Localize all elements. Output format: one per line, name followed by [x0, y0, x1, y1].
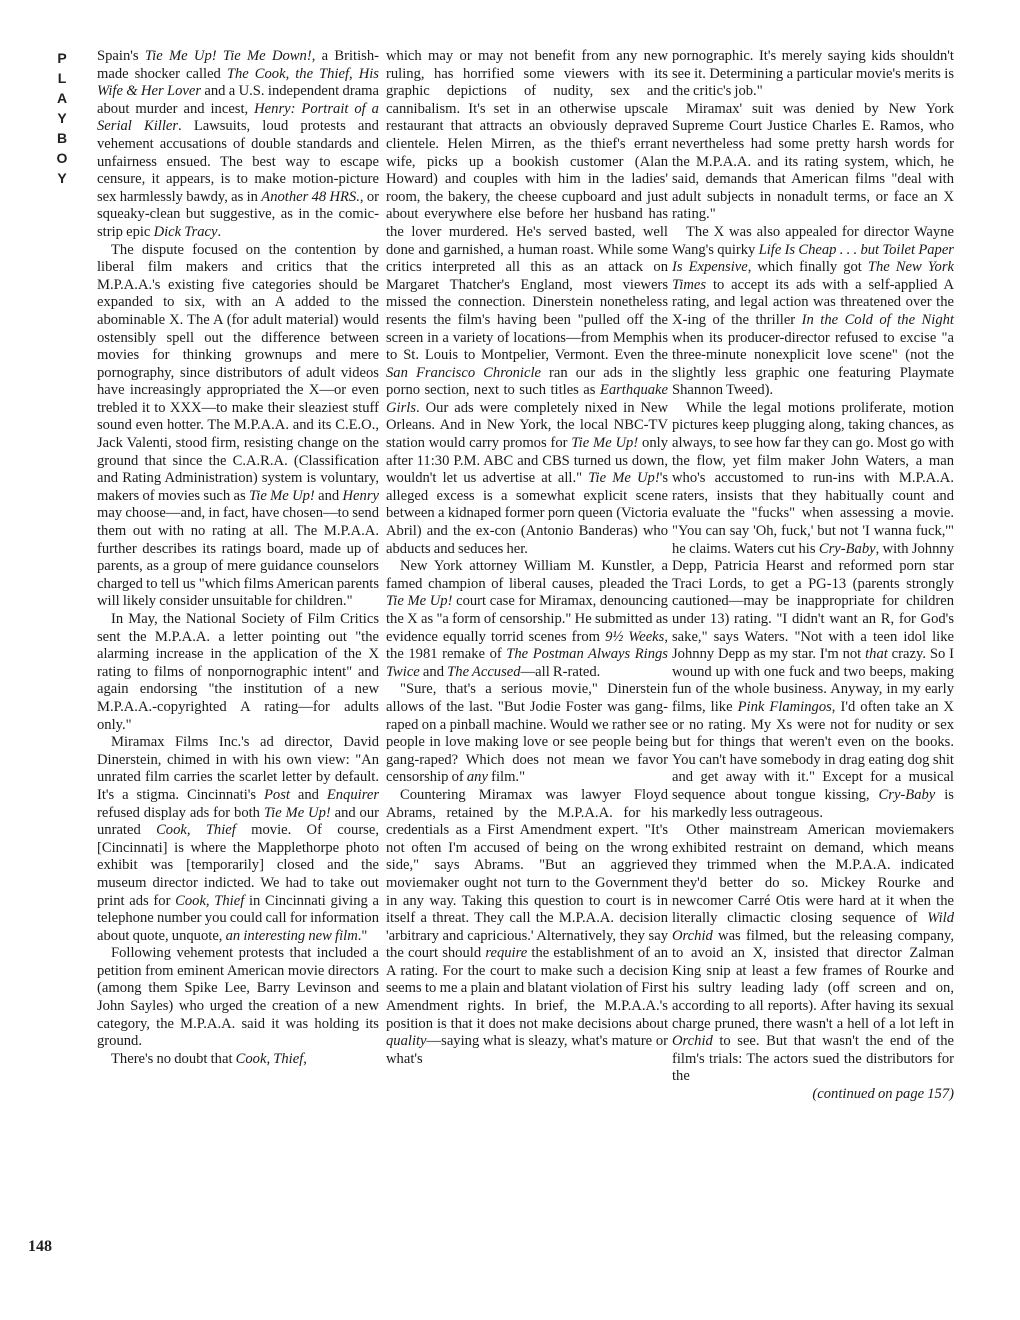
article-paragraph: While the legal motions proliferate, motion pictures keep plugging along, taking chances, as always, to see how far they can go. Most go with the flow, yet film maker John Waters, a man who's accustomed to run-ins with M.P.A.A. raters, insists that they habitually count and evaluate the "fucks" when assessing a movie. "You can say 'Oh, fuck,' but not 'I wanna fuck,'" he claims. Waters cut his Cry-Baby, with Johnny Depp, Patricia Hearst and reformed porn star Traci Lords, to get a PG-13 (parents strongly cautioned—may be inappropriate for children under 13) rating. "I didn't want an R, for God's sake," says Waters. "Not with a teen idol like Johnny Depp as my star. I'm not that crazy. So I wound up with one fuck and two beeps, making fun of the whole business. Anyway, in my early films, like Pink Flamingos, I'd often take an X or no rating. My Xs were not for nudity or sex but for things that weren't even on the books. You can't have somebody in drag eating dog shit and get away with it." Except for a musical sequence about tongue kissing, Cry-Baby is markedly less outrageous. [672, 399, 954, 821]
magazine-masthead [54, 48, 70, 188]
article-paragraph: New York attorney William M. Kunstler, a famed champion of liberal causes, pleaded the Tie Me Up! court case for Miramax, denouncing the X as "a form of censorship." He submitted as evidence equally torrid scenes from 9½ Weeks, the 1981 remake of The Postman Always Rings Twice and The Accused—all R-rated. [386, 558, 668, 680]
article-paragraph: Other mainstream American moviemakers exhibited restraint on demand, which means they trimmed when the M.P.A.A. indicated they'd better do so. Mickey Rourke and newcomer Carré Otis were hard at it when the literally climactic closing sequence of Wild Orchid was filmed, but the releasing company, to avoid an X, insisted that director Zalman King snip at least a few frames of Rourke and his sultry leading lady (off screen and on, according to all reports). After having its sexual charge pruned, there wasn't a hell of a lot left in Orchid to see. But that wasn't the end of the film's trials: The actors sued the distributors for the [672, 822, 954, 1085]
masthead-letter: B [56, 130, 68, 146]
masthead-letter: Y [57, 170, 67, 186]
article-paragraph: pornographic. It's merely saying kids shouldn't see it. Determining a particular movie's merits is the critic's job." [672, 48, 954, 100]
article-paragraph: Spain's Tie Me Up! Tie Me Down!, a British-made shocker called The Cook, the Thief, His Wife & Her Lover and a U.S. independent drama about murder and incest, Henry: Portrait of a Serial Killer. Lawsuits, loud protests and vehement accusations of double standards and unfairness ensued. The best way to escape censure, it appears, is to make motion-picture sex harmlessly bawdy, as in Another 48 HRS., or squeaky-clean but suggestive, as in the comic-strip epic Dick Tracy. [97, 48, 380, 240]
article-paragraph: which may or may not benefit from any new ruling, has horrified some viewers with its graphic depictions of nudity, sex and cannibalism. It's set in an otherwise upscale restaurant that attracts an obviously depraved clientele. Helen Mirren, as the thief's errant wife, picks up a bookish customer (Alan Howard) and couples with him in the ladies' room, the bakery, the cheese cupboard and just about everywhere else before her husband has the lover murdered. He's served basted, well done and garnished, a human roast. While some critics interpreted all this as an attack on Margaret Thatcher's England, most viewers missed the connection. Dinerstein nonetheless resents the film's having been "pulled off the screen in a variety of locations—from Memphis to St. Louis to Montpelier, Vermont. Even the San Francisco Chronicle ran our ads in the porno section, next to such titles as Earthquake Girls. Our ads were completely nixed in New Orleans. And in New York, the local NBC-TV station would carry promos for Tie Me Up! only after 11:30 P.M. ABC and CBS turned us down, wouldn't let us advertise at all." Tie Me Up!'s alleged excess is a somewhat explicit scene between a kidnaped former porn queen (Victoria Abril) and the ex-con (Antonio Banderas) who abducts and seduces her. [386, 48, 668, 557]
article-paragraph: Countering Miramax was lawyer Floyd Abrams, retained by the M.P.A.A. for his credentials as a First Amendment expert. "It's not often I'm accused of being on the wrong side," says Abrams. "But an aggrieved moviemaker ought not turn to the Government in any way. Taking this question to court is in itself a threat. They call the M.P.A.A. decision 'arbitrary and capricious.' Alternatively, they say the court should require the establishment of an A rating. For the court to make such a decision seems to me a plain and blatant violation of First Amendment rights. In brief, the M.P.A.A.'s position is that it does not make decisions about quality—saying what is sleazy, what's mature or what's [386, 786, 669, 1067]
masthead-letter: A [56, 90, 68, 106]
article-paragraph: The X was also appealed for director Wayne Wang's quirky Life Is Cheap . . . but Toilet Paper Is Expensive, which finally got The New York Times to accept its ads with a self-applied A rating, and legal action was threatened over the X-ing of the thriller In the Cold of the Night when its producer-director refused to excise "a three-minute nonexplicit love scene" (not the slightly less graphic one featuring Playmate Shannon Tweed). [672, 223, 954, 399]
article-paragraph: There's no doubt that Cook, Thief, [111, 1050, 307, 1067]
article-paragraph: Miramax Films Inc.'s ad director, David Dinerstein, chimed in with his own view: "An unrated film carries the scarlet letter by default. It's a stigma. Cincinnati's Post and Enquirer refused display ads for both Tie Me Up! and our unrated Cook, Thief movie. Of course, [Cincinnati] is where the Mapplethorpe photo exhibit was [temporarily] closed and the museum director indicted. We had to take out print ads for Cook, Thief in Cincinnati giving a telephone number you could call for information about quote, unquote, an interesting new film." [97, 734, 379, 944]
article-column-2 [386, 48, 668, 1068]
masthead-letter: O [56, 150, 68, 166]
article-paragraph: Following vehement protests that included a petition from eminent American movie directors (among them Spike Lee, Barry Levinson and John Sayles) who urged the creation of a new category, the M.P.A.A. said it was holding its ground. [97, 945, 379, 1050]
masthead-letter: P [57, 50, 67, 66]
page-number: 148 [28, 1238, 52, 1255]
continuation-note: (continued on page 157) [812, 1086, 954, 1103]
article-paragraph: Miramax' suit was denied by New York Supreme Court Justice Charles E. Ramos, who nevertheless had some pretty harsh words for the M.P.A.A. and its rating system, which, he said, demands that American films "deal with adult subjects in nonadult terms, or face an X rating." [672, 100, 954, 223]
article-paragraph: "Sure, that's a serious movie," Dinerstein allows of the last. "But Jodie Foster was gang-raped on a pinball machine. Would we rather see people in love making love or see people being gang-raped? Which does not mean we favor censorship of any film." [386, 681, 668, 786]
masthead-letter: Y [57, 110, 67, 126]
masthead-letter: L [57, 70, 67, 86]
article-paragraph: The dispute focused on the contention by liberal film makers and critics that the M.P.A.A.'s existing five categories should be expanded to six, with an A added to the abominable X. The A (for adult material) would ostensibly spell out the difference between movies for thinking grownups and mere pornography, since distributors of adult videos have increasingly appropriated the X—or even trebled it to XXX—to make their sleaziest stuff sound even hotter. The M.P.A.A. and its C.E.O., Jack Valenti, stood firm, resisting change on the ground that since the C.A.R.A. (Classification and Rating Administration) system is voluntary, makers of movies such as Tie Me Up! and Henry may choose—and, in fact, have chosen—to send them out with no rating at all. The M.P.A.A. further describes its ratings board, made up of parents, as a group of mere guidance counselors charged to tell us "which films American parents will likely consider unsuitable for children." [97, 241, 379, 610]
article-column-1 [97, 48, 379, 1068]
article-paragraph: In May, the National Society of Film Critics sent the M.P.A.A. a letter pointing out "the alarming increase in the application of the X rating to films of nonpornographic intent" and again endorsing "the institution of a new M.P.A.A.-copyrighted A rating—for adults only." [97, 611, 379, 733]
article-column-3 [672, 48, 954, 1104]
